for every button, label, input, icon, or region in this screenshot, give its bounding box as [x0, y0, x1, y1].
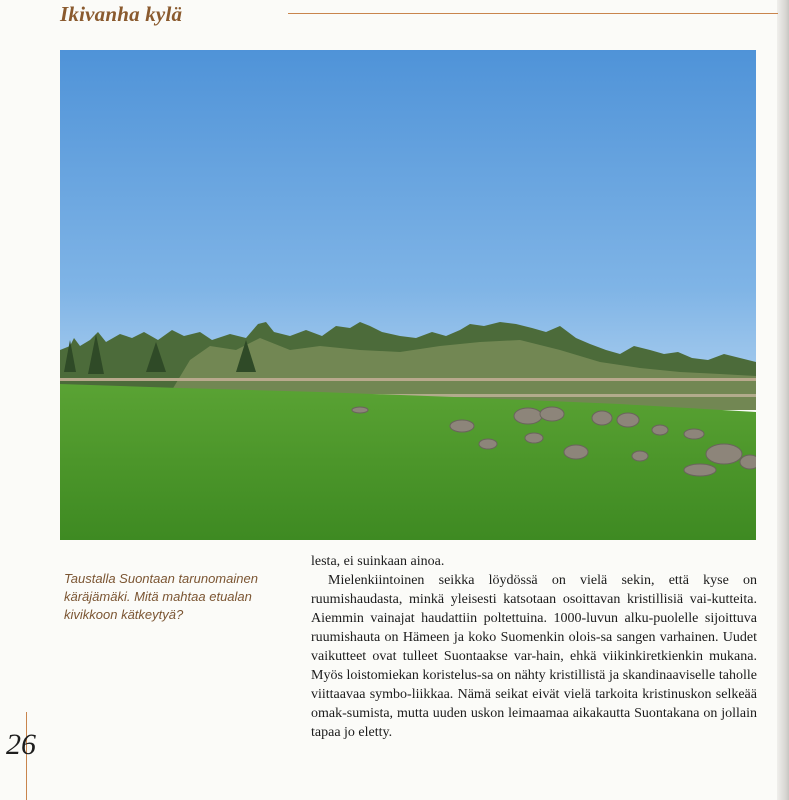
caption-line: Taustalla Suontaan tarunomainen [64, 571, 258, 586]
landscape-photo [60, 50, 756, 540]
caption-line: käräjämäki. Mitä mahtaa etualan [64, 589, 252, 604]
body-line: puolelle sijoittuva ruumishauta on Hämeen ja koko Suomenkin olois- [311, 611, 757, 645]
body-line: kutteita. Aiemmin vainajat haudattiin poltettuina. 1000-luvun alku- [311, 592, 757, 626]
body-line: hain, ehkä viikinkiretkienkin mukana. Myös loistomiekan koristelus- [311, 649, 757, 683]
body-line: sa on nähty kristillistä ja skandinaaviselle taholle viittaavaa symbo- [311, 668, 757, 702]
body-line: ruumishaudasta, minkä yleisesti katsotaan osoittavan kristillisiä vai- [311, 592, 712, 607]
header-rule [288, 13, 778, 14]
page-edge [777, 0, 789, 800]
body-line: sumista, mutta uuden uskon leimaamaa aikakautta Suontakana on [346, 706, 722, 721]
body-line: jollain tapaa jo eletty. [311, 706, 757, 740]
body-line: sa sangen varhainen. Uudet vaikutteet ovat tulleet Suontaakse var- [311, 630, 757, 664]
page-number: 26 [6, 728, 36, 761]
paragraph-continuation [311, 552, 757, 571]
photo-caption [64, 570, 304, 624]
fence [60, 378, 756, 381]
caption-line: kivikkoon kätkeytyä? [64, 607, 184, 622]
meadow [60, 384, 756, 540]
body-line: lesta, ei suinkaan ainoa. [311, 554, 445, 569]
running-header-title: Ikivanha kylä [60, 2, 183, 26]
body-text [311, 552, 757, 742]
body-line: liikkaa. Nämä seikat eivät vielä tarkoita kristinuskon selkeää omak- [311, 687, 757, 721]
body-line: Mielenkiintoinen seikka löydössä on vielä sekin, että kyse on [328, 573, 757, 588]
paragraph [311, 571, 757, 742]
